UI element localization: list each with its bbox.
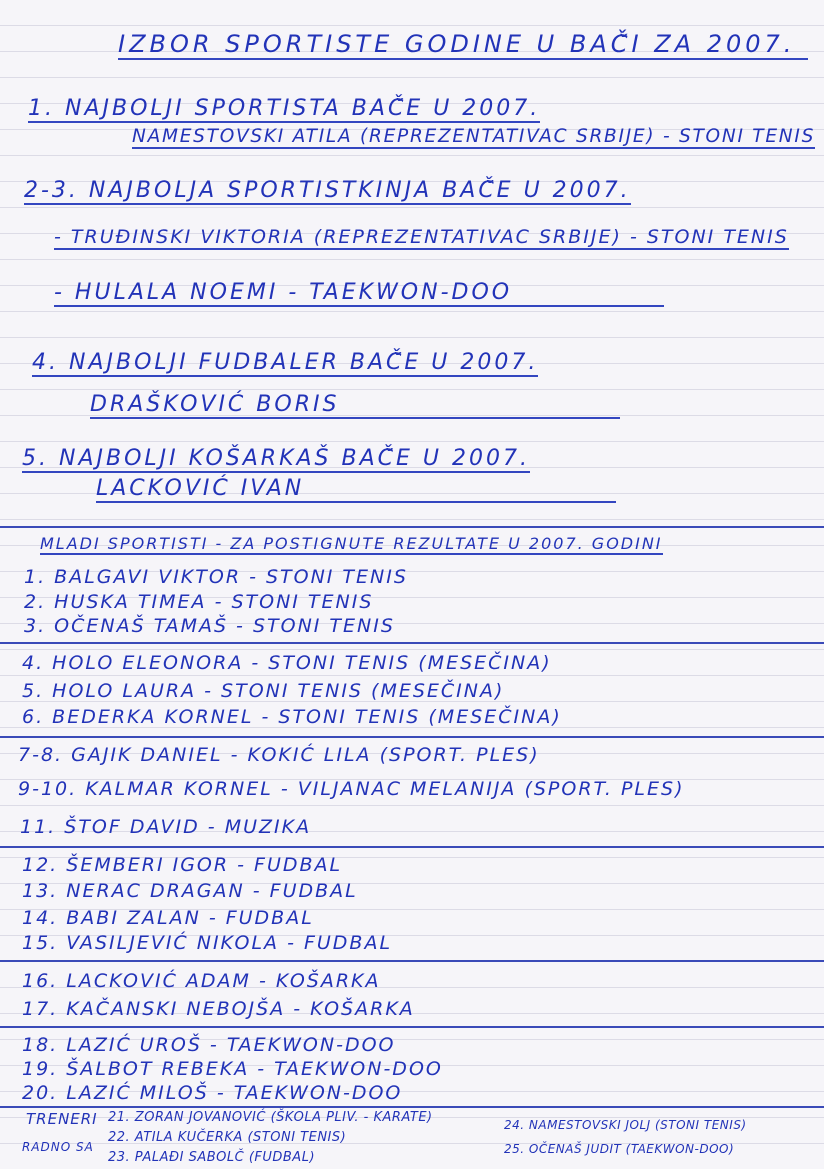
award-4-winner: DRAŠKOVIĆ BORIS <box>90 392 620 419</box>
page-title: IZBOR SPORTISTE GODINE U BAČ̌I ZA 2007. <box>118 30 808 60</box>
young-athlete-5: 5. HOLO LAURA - STONI TENIS (MESEČINA) <box>22 680 505 702</box>
young-athlete-20: 20. LAZIĆ MILOŠ - TAEKWON-DOO <box>22 1082 403 1104</box>
young-athletes-header: MLADI SPORTISTI - ZA POSTIGNUTE REZULTATE U 2007. GODINI <box>40 534 663 553</box>
trainer-21: 21. ZORAN JOVANOVIĆ (ŠKOLA PLIV. - KARATE) <box>108 1110 433 1125</box>
award-2-winner-2: - HULALA NOEMI - TAEKWON-DOO <box>54 280 664 307</box>
young-athlete-6: 6. BEDERKA KORNEL - STONI TENIS (MESEČINA) <box>22 706 562 728</box>
young-athlete-3: 3. OČENAŠ TAMAŠ - STONI TENIS <box>24 615 395 637</box>
group-divider <box>0 846 824 848</box>
young-athlete-13: 13. NERAC DRAGAN - FUDBAL <box>22 880 358 902</box>
trainers-label: TRENERI <box>26 1110 98 1128</box>
award-1-heading: 1. NAJBOLJI SPORTISTA BAČ̌E U 2007. <box>28 96 541 121</box>
section-divider <box>0 526 824 528</box>
young-athlete-1: 1. BALGAVI VIKTOR - STONI TENIS <box>24 566 408 588</box>
young-athlete-16: 16. LACKOVIĆ ADAM - KOŠARKA <box>22 970 381 992</box>
young-athlete-7-8: 7-8. GAJIK DANIEL - KOKIĆ LILA (SPORT. PLES) <box>18 744 540 766</box>
group-divider <box>0 960 824 962</box>
award-4-heading: 4. NAJBOLJI FUDBALER BAČ̌E U 2007. <box>32 350 539 375</box>
young-athlete-18: 18. LAZIĆ UROŠ - TAEKWON-DOO <box>22 1034 396 1056</box>
award-5-heading: 5. NAJBOLJI KOŠARKAŠ BAČ̌E U 2007. <box>22 446 530 471</box>
award-2-winner-1: - TRUĐINSKI VIKTORIA (REPREZENTATIVAC SRBIJE) - STONI TENIS <box>54 226 789 248</box>
young-athlete-14: 14. BABI ZALAN - FUDBAL <box>22 907 314 929</box>
award-1-winner: NAMESTOVSKI ATILA (REPREZENTATIVAC SRBIJE) - STONI TENIS <box>132 126 816 147</box>
award-2-heading: 2-3. NAJBOLJA SPORTISTKINJA BAČ̌E U 2007. <box>24 178 631 203</box>
young-athlete-2: 2. HUSKA TIMEA - STONI TENIS <box>24 591 374 613</box>
award-5-winner: LACKOVIĆ IVAN <box>96 476 616 503</box>
young-athlete-17: 17. KAČANSKI NEBOJŠA - KOŠARKA <box>22 998 415 1020</box>
trainer-23: 23. PALAĐI SABOLČ (FUDBAL) <box>108 1150 316 1165</box>
young-athlete-12: 12. ŠEMBERI IGOR - FUDBAL <box>22 854 343 876</box>
trainer-22: 22. ATILA KUČERKA (STONI TENIS) <box>108 1130 347 1145</box>
trainer-25: 25. OČENAŠ JUDIT (TAEKWON-DOO) <box>504 1142 735 1156</box>
group-divider <box>0 1106 824 1108</box>
young-athlete-15: 15. VASILJEVIĆ NIKOLA - FUDBAL <box>22 932 393 954</box>
young-athlete-4: 4. HOLO ELEONORA - STONI TENIS (MESEČINA) <box>22 652 552 674</box>
group-divider <box>0 1026 824 1028</box>
trainer-24: 24. NAMESTOVSKI JOLJ (STONI TENIS) <box>504 1118 747 1132</box>
trainers-label-2: RADNO SA <box>22 1140 94 1154</box>
young-athlete-9-10: 9-10. KALMAR KORNEL - VILJANAC MELANIJA (SPORT. PLES) <box>18 778 685 800</box>
young-athlete-11: 11. ŠTOF DAVID - MUZIKA <box>20 816 312 838</box>
group-divider <box>0 736 824 738</box>
young-athlete-19: 19. ŠALBOT REBEKA - TAEKWON-DOO <box>22 1058 443 1080</box>
group-divider <box>0 642 824 644</box>
